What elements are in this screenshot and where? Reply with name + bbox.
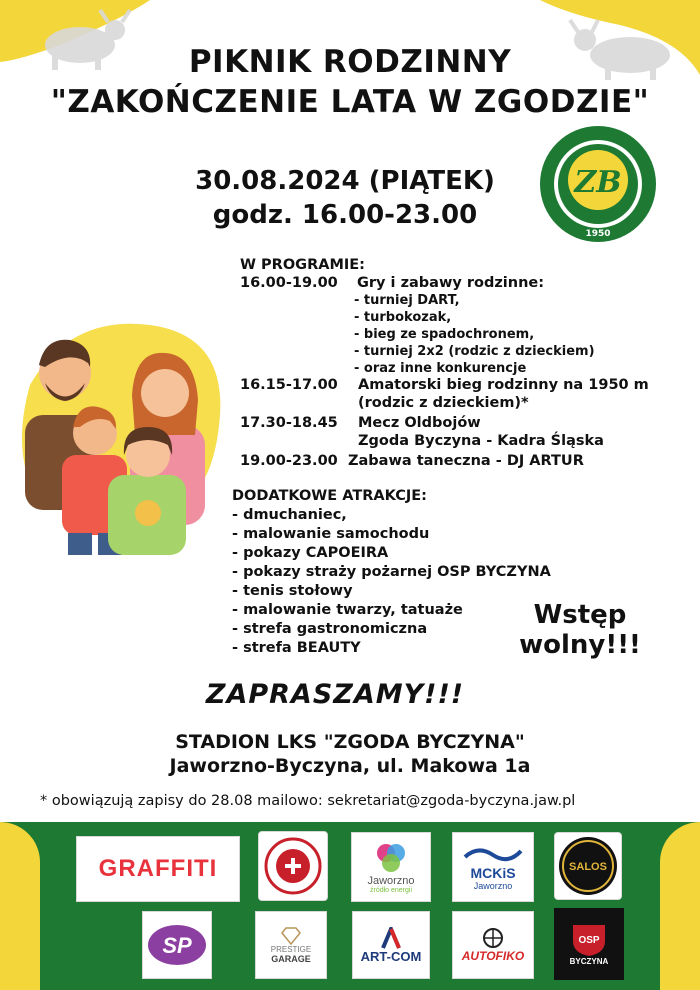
sponsor-artcom-text: ART-COM [360,948,422,964]
sponsor-logo-jaworzno [351,832,431,902]
sponsor-logo-medical [258,831,328,901]
invitation: ZAPRASZAMY!!! [205,679,465,710]
sponsor-salos-text: SALOS [569,861,607,873]
jaworzno-flower-icon [374,841,408,875]
sponsor-logo-prestige [255,911,327,979]
sponsor-jaworzno-text: Jaworzno [367,874,415,887]
extras-item: - strefa BEAUTY [232,640,361,656]
program-heading: W PROGRAMIE: [240,257,365,273]
sponsor-logo-graffiti [76,836,240,902]
extras-item: - pokazy CAPOEIRA [232,545,389,561]
sponsor-logo-artcom [352,911,430,979]
globe-icon [482,927,504,949]
program-item-text: Mecz Oldbojów [358,415,481,431]
program-item-text: Zabawa taneczna - DJ ARTUR [348,453,584,469]
event-date: 30.08.2024 (PIĄTEK) [195,166,495,196]
program-sub-item: - oraz inne konkurencje [354,361,527,376]
extras-item: - pokazy straży pożarnej OSP BYCZYNA [232,564,551,580]
program-sub-item: - bieg ze spadochronem, [354,327,535,342]
program-item-text: Gry i zabawy rodzinne: [357,275,545,291]
sponsor-graffiti-text: GRAFFITI [98,855,218,882]
sponsor-prestige-sub: GARAGE [271,953,311,964]
club-year: 1950 [585,229,611,239]
artcom-a-icon [380,927,402,949]
osp-shield-icon [569,923,609,957]
club-logo [538,124,658,244]
sponsor-logo-osp [554,908,624,980]
sponsor-sp-text: SP [162,933,192,958]
sponsor-prestige-text: PRESTIGE [270,944,312,954]
sponsor-logo-salos [554,832,622,900]
extras-item: - malowanie twarzy, tatuaże [232,602,463,618]
medical-emblem-icon [263,836,323,896]
program-item-time: 16.15-17.00 [240,377,338,393]
mckis-wave-icon [463,843,523,865]
program-sub-item: - turbokozak, [354,310,452,325]
family-illustration [10,315,225,560]
extras-item: - strefa gastronomiczna [232,621,428,637]
program-item-time: 19.00-23.00 [240,453,338,469]
footer-yellow-right [660,822,700,990]
sponsor-mckis-text: MCKiS [470,865,516,881]
footer-yellow-left [0,822,40,990]
program-item-text-cont: (rodzic z dzieckiem)* [358,395,529,411]
sponsor-logo-mckis [452,832,534,902]
program-item-text-cont: Zgoda Byczyna - Kadra Śląska [358,433,604,449]
title-line-1: PIKNIK RODZINNY [188,44,512,80]
sponsor-logo-autofiko [452,911,534,979]
diamond-icon [280,927,302,945]
extras-heading: DODATKOWE ATRAKCJE: [232,488,427,504]
program-item-time: 16.00-19.00 [240,275,338,291]
sponsor-logo-sp [142,911,212,979]
program-item-text: Amatorski bieg rodzinny na 1950 m [358,377,649,393]
program-item-time: 17.30-18.45 [240,415,338,431]
venue-name: STADION LKS "ZGODA BYCZYNA" [175,731,525,753]
sponsor-osp-text: OSP [578,934,600,946]
free-entry [500,600,660,660]
registration-note: * obowiązują zapisy do 28.08 mailowo: sekretariat@zgoda-byczyna.jaw.pl [40,793,576,809]
title-line-2: "ZAKOŃCZENIE LATA W ZGODZIE" [50,84,650,120]
extras-item: - dmuchaniec, [232,507,347,523]
sponsor-jaworzno-sub: źródło energii [369,886,413,894]
sponsor-mckis-sub: Jaworzno [473,881,513,891]
free-entry-line-2: wolny!!! [519,630,641,660]
extras-item: - malowanie samochodu [232,526,430,542]
free-entry-line-1: Wstęp [533,600,627,630]
club-initials: ZB [574,165,622,200]
sponsor-autofiko-text: AUTOFIKO [461,949,525,963]
extras-item: - tenis stołowy [232,583,353,599]
program-sub-item: - turniej DART, [354,293,460,308]
program-sub-item: - turniej 2x2 (rodzic z dzieckiem) [354,344,595,359]
event-time: godz. 16.00-23.00 [212,200,478,230]
venue-address: Jaworzno-Byczyna, ul. Makowa 1a [169,755,531,777]
sponsor-osp-sub: BYCZYNA [569,956,609,966]
